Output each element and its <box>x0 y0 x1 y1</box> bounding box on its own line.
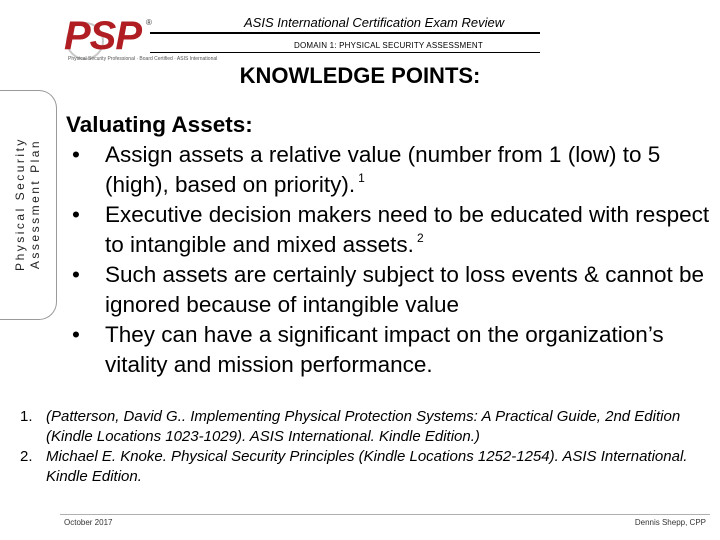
bullet-list <box>66 140 718 380</box>
list-item <box>66 320 718 380</box>
reference-list <box>20 407 718 487</box>
logo-registered-mark: ® <box>146 18 152 27</box>
bullet-text: Assign assets a relative value (number from 1 (low) to 5 (high), based on priority). <box>105 142 661 197</box>
references <box>20 407 718 487</box>
side-tab-line1: Physical Security <box>13 137 27 271</box>
list-item <box>66 260 718 320</box>
bullet-icon: • <box>72 202 80 227</box>
reference-text: Michael E. Knoke. Physical Security Principles (Kindle Locations 1252-1254). ASIS International. Kindle Edition. <box>46 448 688 485</box>
slide-title: KNOWLEDGE POINTS: <box>239 63 481 88</box>
footnote-ref: 1 <box>358 171 365 185</box>
content-body <box>66 110 718 380</box>
bullet-icon: • <box>72 322 80 347</box>
reference-text: (Patterson, David G.. Implementing Physical Protection Systems: A Practical Guide, 2nd Edition (Kindle Locations 1023-1029). ASIS International. Kindle Edition.) <box>46 408 681 445</box>
header-divider <box>150 32 540 34</box>
list-item <box>66 140 718 200</box>
header-title: ASIS International Certification Exam Review <box>244 15 505 30</box>
bullet-text: They can have a significant impact on the organization’s vitality and mission performance. <box>105 322 664 377</box>
section-title: Valuating Assets: <box>66 112 253 137</box>
side-tab-line2: Assessment Plan <box>28 138 42 270</box>
reference-number: 2. <box>20 448 33 465</box>
logo-text: PSP <box>64 14 142 58</box>
bullet-text: Executive decision makers need to be educated with respect to intangible and mixed assets. <box>105 202 710 257</box>
reference-item <box>20 407 718 447</box>
bullet-text: Such assets are certainly subject to loss events & cannot be ignored because of intangible value <box>105 262 705 317</box>
footer-divider <box>60 514 710 515</box>
logo-tagline: Physical Security Professional · Board Certified · ASIS International <box>68 56 218 62</box>
side-tab-label <box>13 137 43 271</box>
list-item <box>66 200 718 260</box>
reference-number: 1. <box>20 408 33 425</box>
domain-divider <box>150 52 540 53</box>
reference-item <box>20 447 718 487</box>
footer-author: Dennis Shepp, CPP <box>634 518 706 527</box>
footer-date: October 2017 <box>64 518 113 527</box>
psp-logo <box>58 14 218 62</box>
bullet-icon: • <box>72 142 80 167</box>
domain-label: DOMAIN 1: PHYSICAL SECURITY ASSESSMENT <box>294 41 483 50</box>
footnote-ref: 2 <box>416 231 424 245</box>
bullet-icon: • <box>72 262 80 287</box>
